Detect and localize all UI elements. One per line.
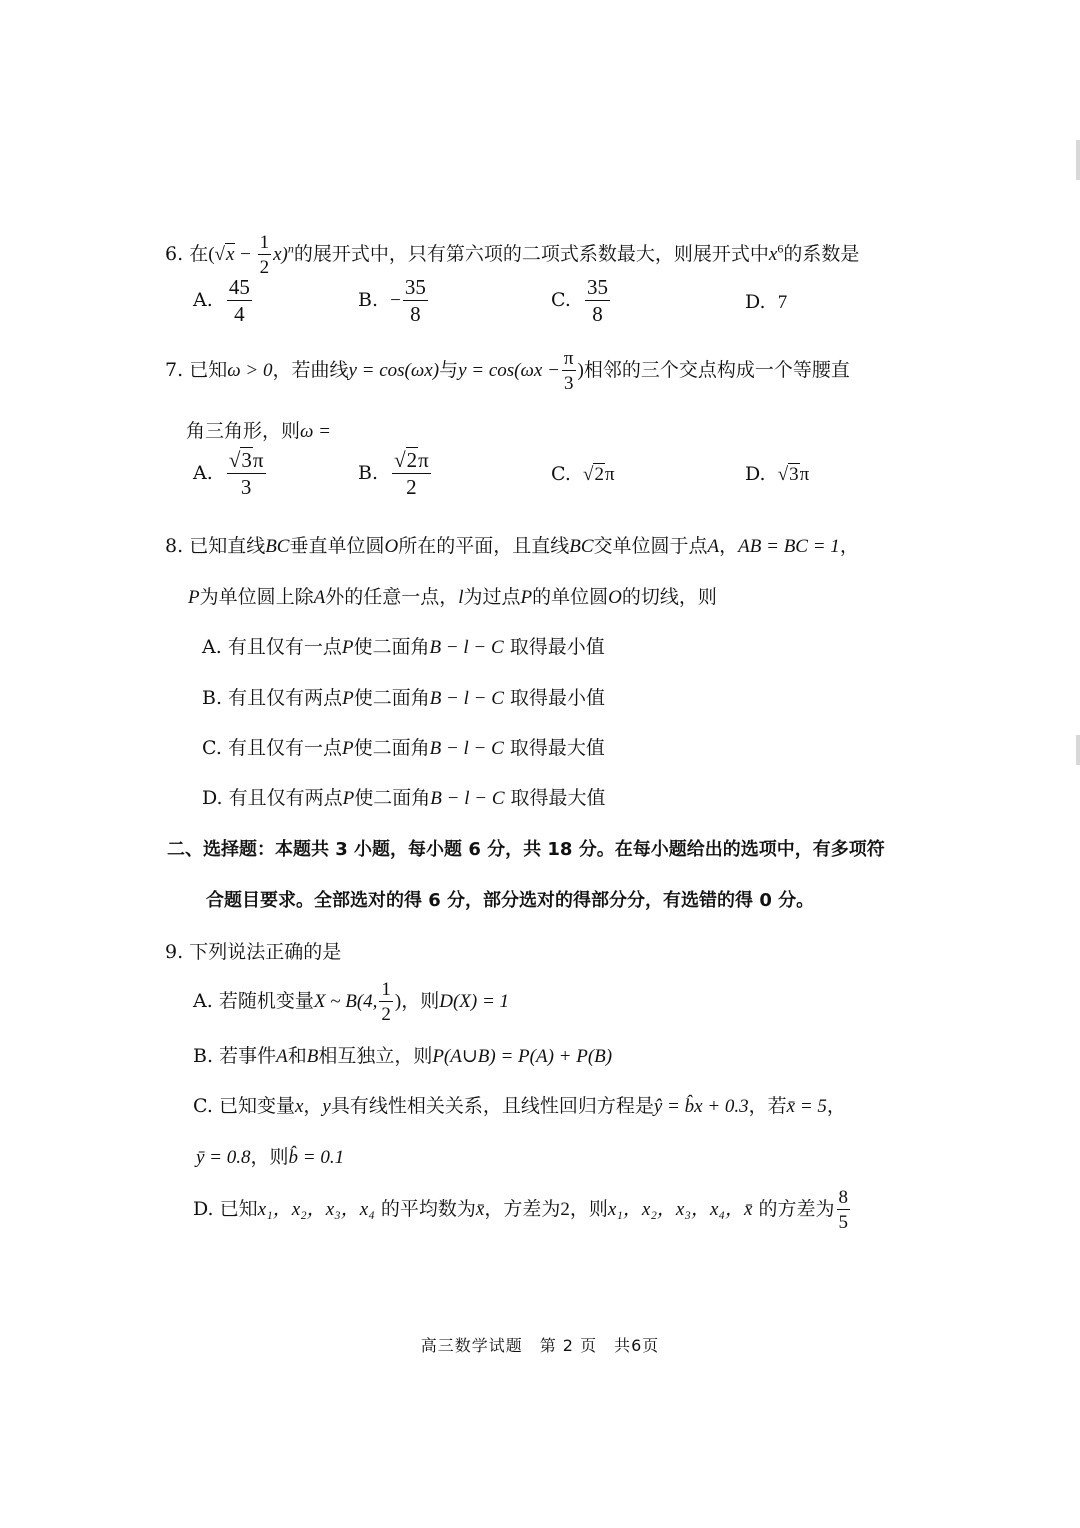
q7-stem: 7. 已知ω > 0，若曲线y = cos(ωx)与y = cos(ωx − $\frac{\pi}{3}$ )相邻的三个交点构成一个等腰直 xyxy=(165,348,850,394)
q8-stem-line2: P为单位圆上除A外的任意一点，l为过点P的单位圆O的切线，则 xyxy=(188,586,717,608)
scan-edge-mark xyxy=(1076,140,1080,180)
q6-option-d: D. 7 xyxy=(745,291,788,313)
q9-option-b: B. 若事件A和B相互独立，则P(A∪B) = P(A) + P(B) xyxy=(193,1045,613,1067)
q8-option-c: C. 有且仅有一点P使二面角B − l − C 取得最大值 xyxy=(202,737,605,759)
q6-half-fraction: $\frac{1}{2}$ xyxy=(259,232,270,278)
q8-stem: 8. 已知直线BC垂直单位圆O所在的平面，且直线BC交单位圆于点A，AB = BC = 1， xyxy=(165,535,859,557)
q6-option-b: B. − $\frac{35}{8}$ xyxy=(358,275,426,326)
q8-option-a: A. 有且仅有一点P使二面角B − l − C 取得最小值 xyxy=(202,636,605,658)
q9-option-d: D. 已知x₁，x₂，x₃，x₄ 的平均数为x̄，方差为2，则x₁，x₂，x₃，x₄，x̄ 的方差为 $\frac{8}{5}$ xyxy=(193,1187,849,1233)
q8-option-b: B. 有且仅有两点P使二面角B − l − C 取得最小值 xyxy=(202,687,605,709)
scan-edge-mark xyxy=(1076,735,1080,765)
page-footer: 高三数学试题 第 2 页 共6页 xyxy=(420,1336,660,1355)
q7-option-c: C. √2π xyxy=(551,463,615,485)
q7-option-a: A. $\frac{√3\pi}{3}$ xyxy=(193,448,264,499)
q7-stem-line2: 角三角形，则ω = xyxy=(186,420,332,442)
q8-option-d: D. 有且仅有两点P使二面角B − l − C 取得最大值 xyxy=(202,787,606,809)
q7-option-d: D. √3π xyxy=(745,463,810,485)
q6-option-a: A. $\frac{45}{4}$ xyxy=(193,275,250,326)
q6-option-c: C. $\frac{35}{8}$ xyxy=(551,275,608,326)
section-2-heading-line2: 合题目要求。全部选对的得 6 分，部分选对的得部分分，有选错的得 0 分。 xyxy=(206,890,815,911)
q6-stem: 6. 在(√x − $\frac{1}{2}$ x)$^n$的展开式中，只有第六项的二项式系数最大，则展开式中$x^6$的系数是 xyxy=(165,232,860,278)
q9-option-c-line2: ȳ = 0.8，则b̂ = 0.1 xyxy=(196,1146,345,1168)
section-2-heading: 二、选择题：本题共 3 小题，每小题 6 分，共 18 分。在每小题给出的选项中，有多项符 xyxy=(167,839,885,860)
q9-option-c: C. 已知变量x，y具有线性相关关系，且线性回归方程是ŷ = b̂x + 0.3，若x̄ = 5， xyxy=(193,1095,846,1117)
q7-option-b: B. $\frac{√2\pi}{2}$ xyxy=(358,448,429,499)
q9-option-a: A. 若随机变量X ~ B(4, $\frac{1}{2}$ )，则D(X) = 1 xyxy=(193,979,510,1025)
q9-stem: 9. 下列说法正确的是 xyxy=(165,941,342,963)
